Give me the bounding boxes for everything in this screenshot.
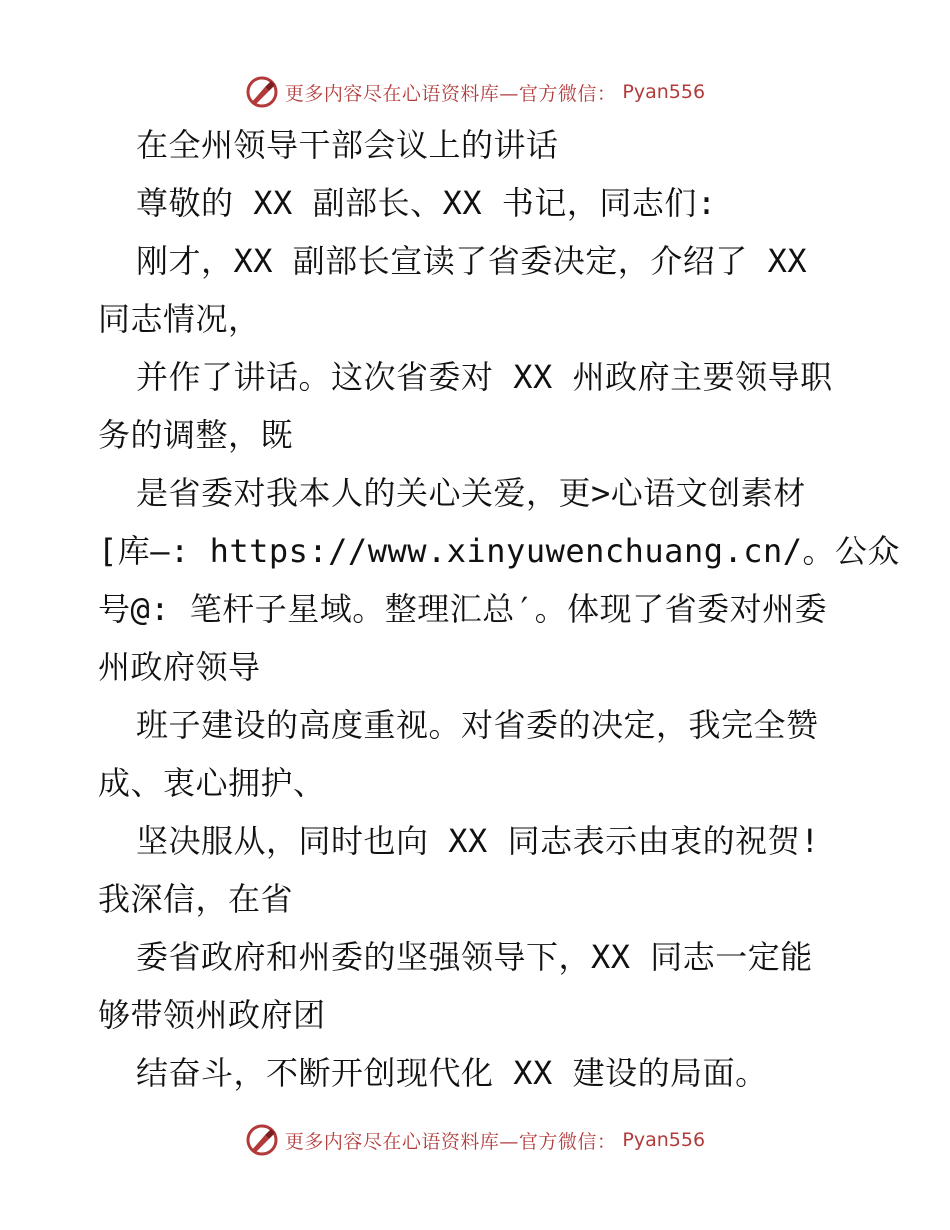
text-line: 我深信，在省 bbox=[98, 880, 294, 918]
text-line: [库—: https://www.xinyuwenchuang.cn/。公众 bbox=[98, 532, 901, 570]
text-line: 坚决服从，同时也向 XX 同志表示由衷的祝贺! bbox=[136, 822, 820, 860]
text-line: 务的调整，既 bbox=[98, 416, 294, 454]
text-line: 尊敬的 XX 副部长、XX 书记，同志们: bbox=[136, 184, 717, 222]
banner-text: 更多内容尽在心语资料库—官方微信： bbox=[284, 82, 617, 105]
pen-logo-icon bbox=[245, 1123, 279, 1157]
banner-wechat-id: Pyan556 bbox=[622, 1129, 706, 1151]
footer-banner bbox=[0, 1118, 950, 1162]
text-line: 刚才，XX 副部长宣读了省委决定，介绍了 XX bbox=[136, 242, 808, 280]
text-line: 同志情况， bbox=[98, 300, 261, 338]
text-line: 号@: 笔杆子星域。整理汇总′。体现了省委对州委 bbox=[98, 590, 828, 628]
text-line: 结奋斗，不断开创现代化 XX 建设的局面。 bbox=[136, 1054, 768, 1092]
header-banner bbox=[0, 70, 950, 114]
text-line: 委省政府和州委的坚强领导下，XX 同志一定能 bbox=[136, 938, 813, 976]
text-line: 够带领州政府团 bbox=[98, 996, 326, 1034]
text-line: 州政府领导 bbox=[98, 648, 261, 686]
text-line: 是省委对我本人的关心关爱，更>心语文创素材 bbox=[136, 474, 806, 512]
pen-logo-icon bbox=[245, 75, 279, 109]
text-line: 班子建设的高度重视。对省委的决定，我完全赞 bbox=[136, 706, 819, 744]
text-line: 并作了讲话。这次省委对 XX 州政府主要领导职 bbox=[136, 358, 833, 396]
banner-text: 更多内容尽在心语资料库—官方微信： bbox=[284, 1130, 617, 1153]
text-line: 成、衷心拥护、 bbox=[98, 764, 326, 802]
document-body bbox=[98, 116, 901, 1102]
banner-wechat-id: Pyan556 bbox=[622, 81, 706, 103]
text-line: 在全州领导干部会议上的讲话 bbox=[136, 126, 559, 164]
